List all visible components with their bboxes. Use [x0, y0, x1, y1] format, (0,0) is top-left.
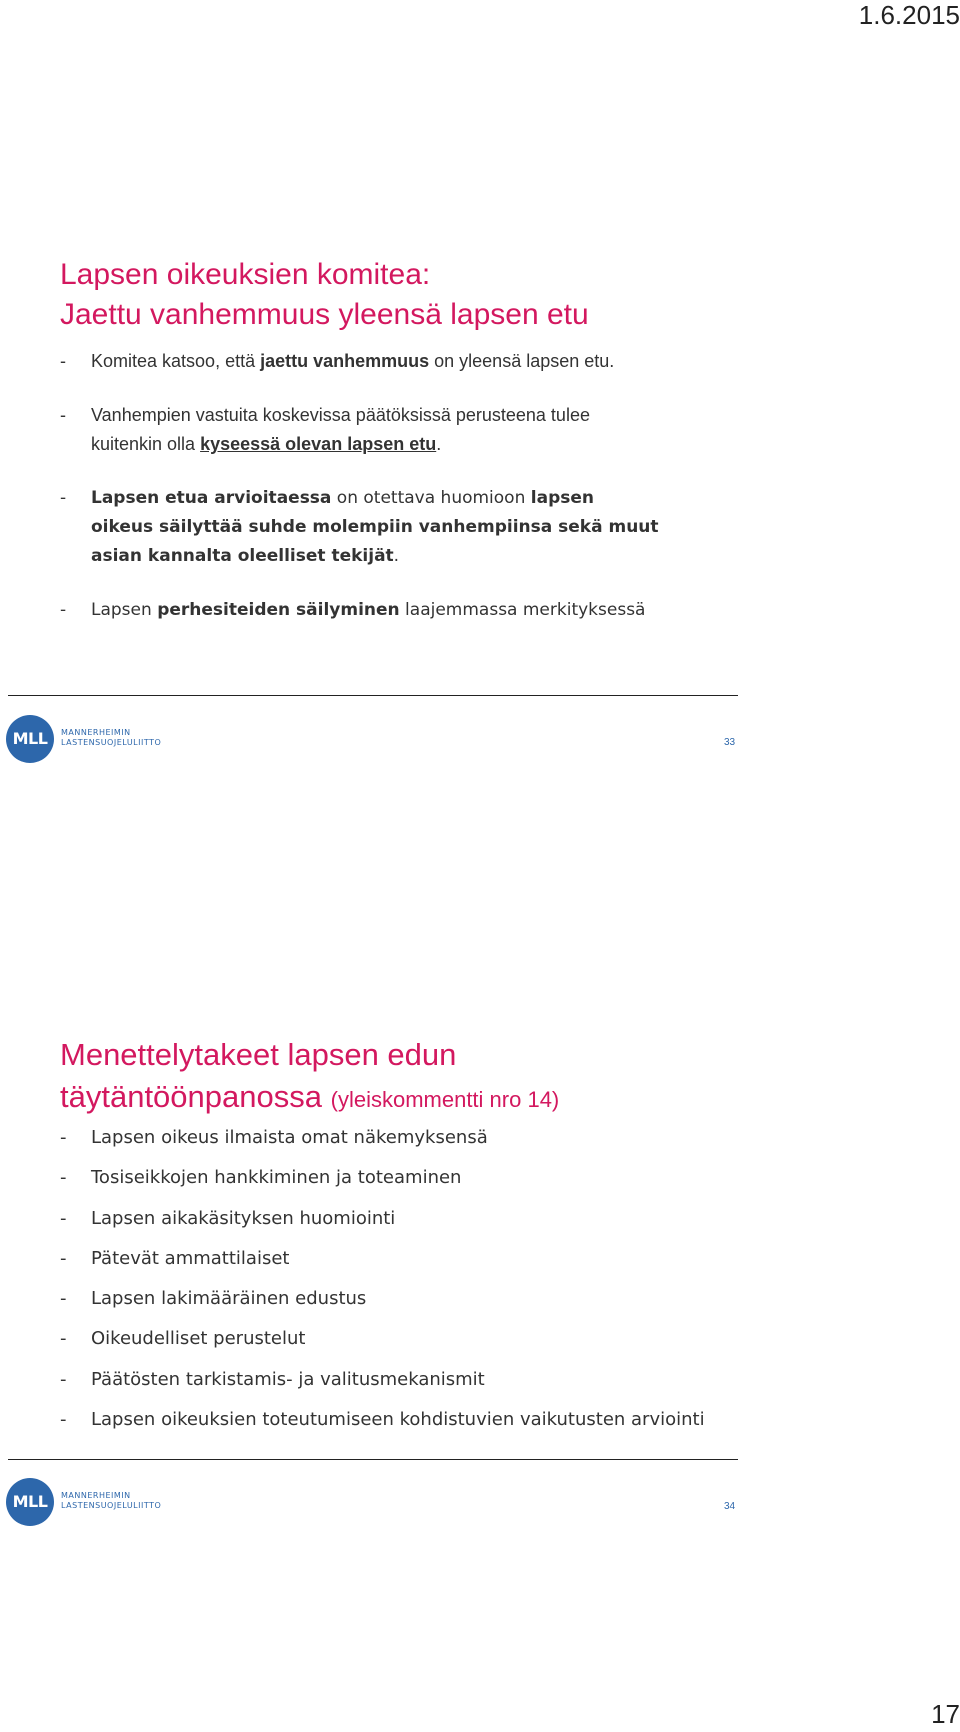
- bullet-text: Lapsen aikakäsityksen huomiointi: [91, 1207, 396, 1229]
- bullet-emphasis: perhesiteiden säilyminen: [157, 600, 400, 620]
- slide-title: [60, 255, 589, 335]
- title-line-1: Lapsen oikeuksien komitea:: [60, 258, 431, 292]
- slide-divider: [8, 1459, 738, 1460]
- bullet-item: [60, 1279, 705, 1319]
- bullet-dash: -: [60, 1167, 67, 1189]
- bullet-item: [60, 484, 660, 571]
- bullet-text: Lapsen: [91, 600, 158, 620]
- bullet-dash: -: [60, 1127, 67, 1148]
- title-line-2: [60, 1076, 559, 1121]
- bullet-text: Pätevät ammattilaiset: [91, 1247, 290, 1269]
- bullet-dash: -: [60, 1247, 67, 1269]
- bullet-emphasis: kyseessä olevan lapsen etu: [200, 434, 437, 454]
- title-main: täytäntöönpanossa: [60, 1078, 322, 1114]
- bullet-item: [60, 1360, 705, 1400]
- bullet-text: Komitea katsoo, että: [91, 351, 261, 371]
- slide-divider: [8, 695, 738, 696]
- bullet-text: on yleensä lapsen etu.: [429, 351, 615, 371]
- bullet-item: [60, 347, 660, 376]
- logo-line-1: MANNERHEIMIN: [61, 728, 131, 737]
- bullet-item: [60, 1199, 705, 1239]
- bullet-text: Lapsen lakimääräinen edustus: [91, 1288, 367, 1310]
- bullet-text: laajemmassa merkityksessä: [399, 600, 646, 620]
- mll-logo: [6, 1478, 166, 1526]
- bullet-dash: -: [60, 1207, 67, 1229]
- slide-34: [0, 1010, 740, 1540]
- page-number: 17: [931, 1699, 960, 1729]
- bullet-text: Lapsen oikeuksien toteutumiseen kohdistuvien vaikutusten arviointi: [91, 1409, 705, 1431]
- bullet-dash: -: [60, 1288, 67, 1310]
- bullet-emphasis: jaettu vanhemmuus: [260, 351, 430, 371]
- title-suffix: (yleiskommentti nro 14): [330, 1086, 560, 1112]
- bullet-text: Päätösten tarkistamis- ja valitusmekanismit: [91, 1368, 485, 1390]
- logo-mark: MLL: [6, 715, 54, 763]
- slide-title: [60, 1034, 559, 1121]
- bullet-item: [60, 1158, 705, 1198]
- slide-33: [0, 225, 740, 765]
- logo-wordmark: [61, 728, 161, 748]
- bullet-item: [60, 1239, 705, 1279]
- page-date: 1.6.2015: [858, 0, 960, 30]
- mll-logo: [6, 715, 166, 763]
- title-line-1: Menettelytakeet lapsen edun: [60, 1036, 457, 1072]
- bullet-item: [60, 401, 660, 459]
- bullet-dash: -: [60, 1328, 67, 1350]
- bullet-text: Oikeudelliset perustelut: [91, 1328, 306, 1350]
- bullet-dash: -: [60, 600, 67, 620]
- bullet-list: [60, 347, 660, 650]
- bullet-emphasis: lapsen oikeus säilyttää suhde molempiin vanhempiinsa sekä muut asian kannalta oleelliset tekijät: [91, 488, 659, 566]
- bullet-dash: -: [60, 351, 66, 371]
- title-line-2: Jaettu vanhemmuus yleensä lapsen etu: [60, 298, 589, 332]
- bullet-dash: -: [60, 405, 66, 425]
- logo-line-2: LASTENSUOJELULIITTO: [61, 738, 162, 747]
- bullet-item: [60, 1118, 705, 1158]
- bullet-dash: -: [60, 1409, 67, 1431]
- slide-number: 33: [724, 737, 736, 748]
- bullet-dash: -: [60, 1368, 67, 1390]
- bullet-item: [60, 1319, 705, 1359]
- logo-wordmark: [61, 1491, 161, 1511]
- logo-line-1: MANNERHEIMIN: [61, 1491, 131, 1500]
- logo-line-2: LASTENSUOJELULIITTO: [61, 1501, 162, 1510]
- bullet-text: Vanhempien vastuita koskevissa päätöksissä perusteena tulee kuitenkin olla: [91, 405, 590, 454]
- bullet-emphasis: Lapsen etua arvioitaessa: [91, 488, 332, 508]
- bullet-list: [60, 1118, 705, 1440]
- bullet-text: Lapsen oikeus ilmaista omat näkemyksensä: [91, 1127, 488, 1148]
- slide-number: 34: [724, 1501, 736, 1512]
- bullet-text: on otettava huomioon: [331, 488, 531, 508]
- bullet-text: .: [436, 434, 442, 454]
- logo-mark: MLL: [6, 1478, 54, 1526]
- bullet-item: [60, 1400, 705, 1440]
- bullet-text: .: [393, 546, 400, 566]
- bullet-item: [60, 596, 660, 625]
- bullet-text: Tosiseikkojen hankkiminen ja toteaminen: [91, 1167, 462, 1189]
- bullet-dash: -: [60, 488, 67, 508]
